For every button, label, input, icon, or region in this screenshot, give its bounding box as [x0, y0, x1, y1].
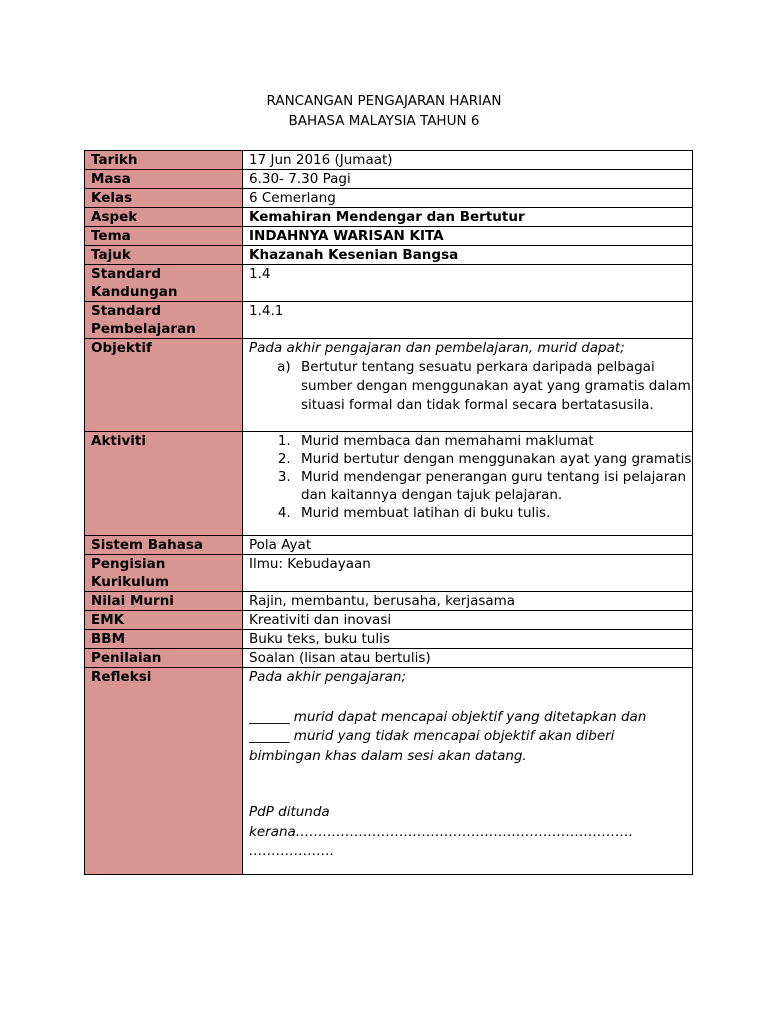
row-tarikh	[85, 151, 693, 170]
row-aspek	[85, 208, 693, 227]
row-tajuk	[85, 246, 693, 265]
label-aspek: Aspek	[85, 208, 243, 227]
row-penilaian	[85, 649, 693, 668]
label-emk: EMK	[85, 611, 243, 630]
value-tarikh: 17 Jun 2016 (Jumaat)	[243, 151, 693, 170]
value-pengisian-kurikulum: Ilmu: Kebudayaan	[243, 555, 693, 592]
row-sistem-bahasa	[85, 536, 693, 555]
value-standard-pembelajaran: 1.4.1	[243, 302, 693, 339]
refleksi-line3: bimbingan khas dalam sesi akan datang.	[249, 747, 527, 764]
value-objektif	[243, 339, 693, 432]
label-standard-pembelajaran-line2: Pembelajaran	[91, 321, 196, 337]
label-standard-kandungan-line2: Kandungan	[91, 284, 178, 300]
value-bbm: Buku teks, buku tulis	[243, 630, 693, 649]
refleksi-pdp-line2: kerana…………………………………………………………………	[249, 823, 634, 840]
row-aktiviti	[85, 432, 693, 536]
value-sistem-bahasa: Pola Ayat	[243, 536, 693, 555]
value-tajuk: Khazanah Kesenian Bangsa	[243, 246, 693, 265]
document-title: RANCANGAN PENGAJARAN HARIAN	[266, 93, 502, 109]
label-refleksi: Refleksi	[85, 668, 243, 875]
row-standard-kandungan	[85, 265, 693, 302]
refleksi-pdp-line1: PdP ditunda	[249, 804, 330, 820]
label-pengisian-kurikulum-line2: Kurikulum	[91, 574, 170, 590]
value-refleksi	[243, 668, 693, 875]
lesson-plan-table	[84, 150, 693, 875]
label-kelas: Kelas	[85, 189, 243, 208]
label-nilai-murni: Nilai Murni	[85, 592, 243, 611]
label-standard-kandungan	[85, 265, 243, 302]
document-subtitle: BAHASA MALAYSIA TAHUN 6	[288, 113, 480, 129]
value-aktiviti	[243, 432, 693, 536]
refleksi-intro: Pada akhir pengajaran;	[249, 669, 407, 685]
value-aspek: Kemahiran Mendengar dan Bertutur	[243, 208, 693, 227]
row-tema	[85, 227, 693, 246]
aktiviti-list	[249, 432, 692, 522]
aktiviti-item: 4. Murid membuat latihan di buku tulis.	[295, 504, 692, 522]
label-masa: Masa	[85, 170, 243, 189]
value-tema: INDAHNYA WARISAN KITA	[243, 227, 693, 246]
refleksi-pdp-line3: ……………….	[249, 843, 335, 859]
label-sistem-bahasa: Sistem Bahasa	[85, 536, 243, 555]
refleksi-line2: ______ murid yang tidak mencapai objektif akan diberi	[249, 728, 615, 744]
row-objektif	[85, 339, 693, 432]
value-kelas: 6 Cemerlang	[243, 189, 693, 208]
aktiviti-item: 2. Murid bertutur dengan menggunakan ayat yang gramatis	[295, 450, 692, 468]
row-refleksi	[85, 668, 693, 875]
objektif-intro: Pada akhir pengajaran dan pembelajaran, murid dapat;	[249, 340, 625, 356]
label-pengisian-kurikulum	[85, 555, 243, 592]
value-masa: 6.30- 7.30 Pagi	[243, 170, 693, 189]
value-emk: Kreativiti dan inovasi	[243, 611, 693, 630]
value-standard-kandungan: 1.4	[243, 265, 693, 302]
label-bbm: BBM	[85, 630, 243, 649]
row-kelas	[85, 189, 693, 208]
row-bbm	[85, 630, 693, 649]
value-nilai-murni: Rajin, membantu, berusaha, kerjasama	[243, 592, 693, 611]
label-objektif: Objektif	[85, 339, 243, 432]
aktiviti-item: 3. Murid mendengar penerangan guru tentang isi pelajaran dan kaitannya dengan tajuk pelajaran.	[295, 468, 692, 504]
row-standard-pembelajaran	[85, 302, 693, 339]
row-masa	[85, 170, 693, 189]
objektif-item: a. Bertutur tentang sesuatu perkara daripada pelbagai sumber dengan menggunakan ayat yang gramatis dalam situasi formal dan tidak formal secara bertatasusila.	[295, 358, 692, 415]
row-nilai-murni	[85, 592, 693, 611]
label-penilaian: Penilaian	[85, 649, 243, 668]
refleksi-line1: ______ murid dapat mencapai objektif yang ditetapkan dan	[249, 708, 647, 725]
label-tema: Tema	[85, 227, 243, 246]
aktiviti-item: 1. Murid membaca dan memahami maklumat	[295, 432, 692, 450]
label-aktiviti: Aktiviti	[85, 432, 243, 536]
row-emk	[85, 611, 693, 630]
label-tarikh: Tarikh	[85, 151, 243, 170]
objektif-list	[249, 358, 692, 415]
row-pengisian-kurikulum	[85, 555, 693, 592]
value-penilaian: Soalan (lisan atau bertulis)	[243, 649, 693, 668]
label-standard-pembelajaran	[85, 302, 243, 339]
label-standard-kandungan-line1: Standard	[91, 266, 161, 282]
label-standard-pembelajaran-line1: Standard	[91, 303, 161, 319]
label-tajuk: Tajuk	[85, 246, 243, 265]
label-pengisian-kurikulum-line1: Pengisian	[91, 556, 166, 572]
